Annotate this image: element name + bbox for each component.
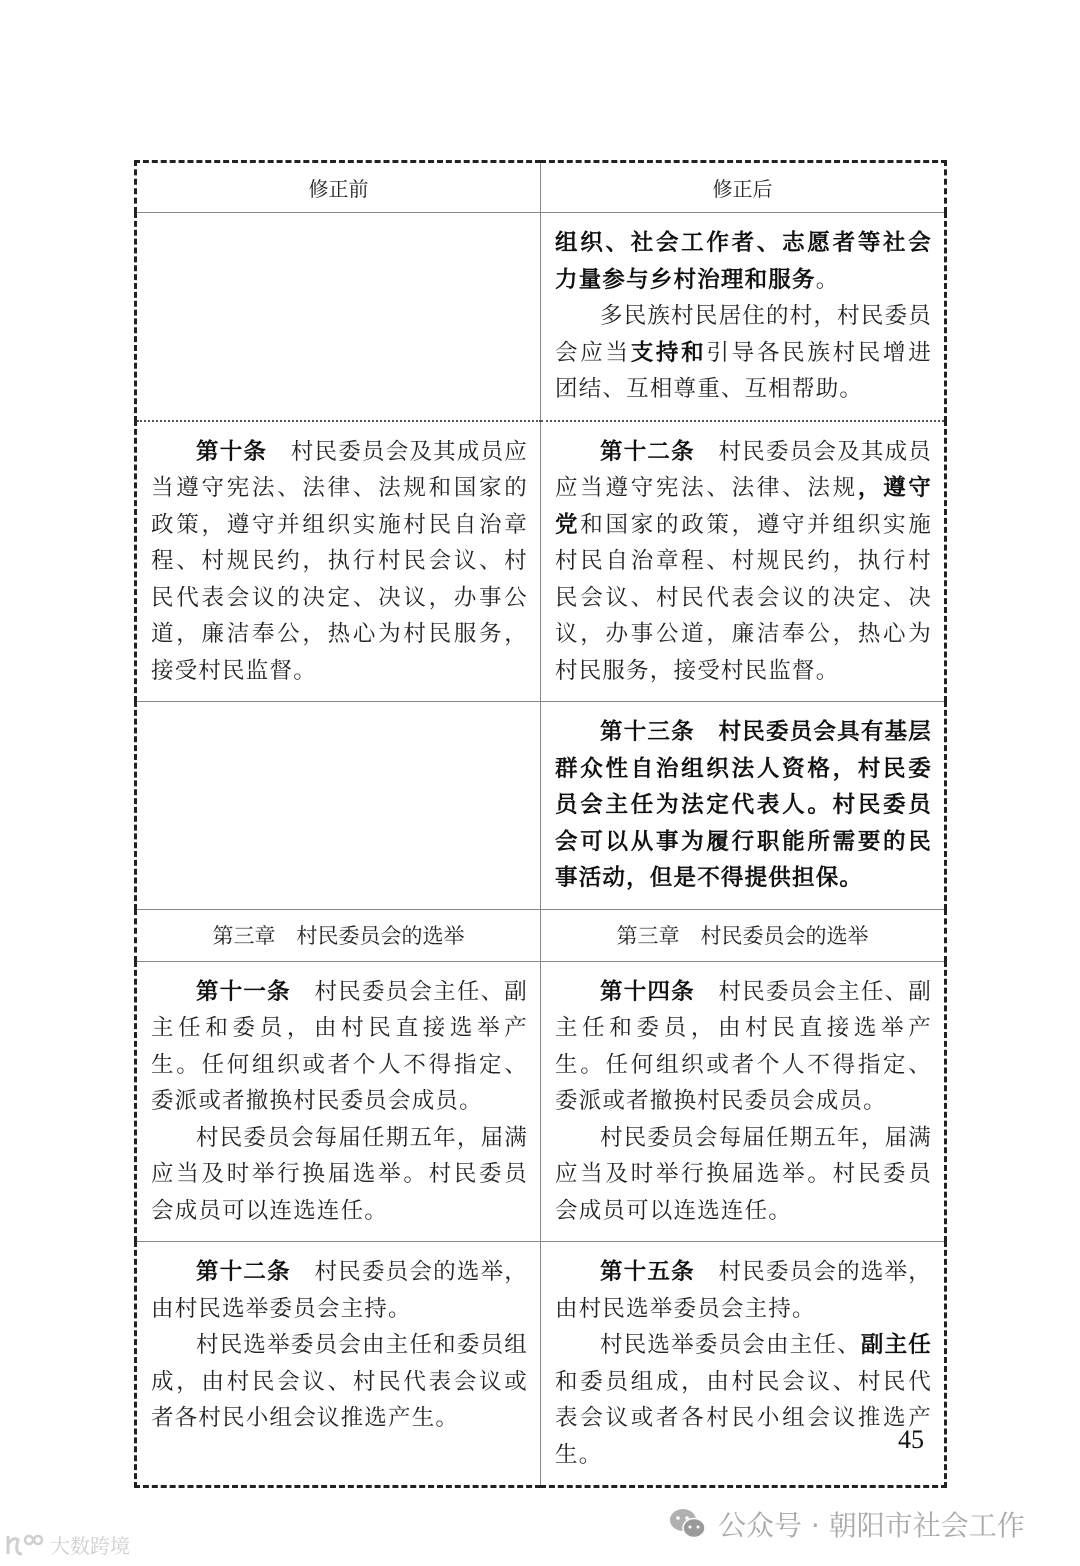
paragraph bbox=[555, 434, 932, 690]
text: 村民委员会的选举，由村民选举委员会主持。 bbox=[555, 1259, 932, 1322]
table-row bbox=[136, 1242, 946, 1487]
cell-before bbox=[137, 1242, 540, 1449]
wechat-icon bbox=[668, 1507, 708, 1541]
bold-text: 组织、社会工作者、志愿者等社会力量参与乡村治理和服务 bbox=[555, 230, 932, 293]
cell-after bbox=[541, 213, 944, 420]
bold-text: 支持和 bbox=[630, 339, 707, 366]
table-row bbox=[136, 421, 946, 702]
bold-text: 第十二条 bbox=[600, 438, 695, 465]
text: 村民委员会主任、副主任和委员，由村民直接选举产生。任何组织或者个人不得指定、委派或者撤换村民委员会成员。 bbox=[151, 978, 528, 1114]
cell-before bbox=[137, 962, 540, 1242]
bold-text: 第十条 bbox=[196, 438, 268, 465]
cell-after bbox=[541, 702, 944, 909]
paragraph bbox=[555, 225, 932, 298]
comparison-table bbox=[134, 160, 947, 1488]
watermark-logo bbox=[4, 1530, 130, 1559]
text: 和委员组成，由村民会议、村民代表会议或者各村民小组会议推选产生。 bbox=[555, 1368, 932, 1468]
text: 村民委员会及其成员应当遵守宪法、法律、法规 bbox=[555, 438, 932, 501]
text: 和国家的政策，遵守并组织实施村民自治章程、村规民约，执行村民会议、村民代表会议的决定、决议，办事公道，廉洁奉公，热心为村民服务，接受村民监督。 bbox=[555, 511, 933, 684]
bold-text: 副主任 bbox=[860, 1332, 932, 1358]
logo-icon bbox=[4, 1532, 44, 1558]
cell-after bbox=[541, 962, 944, 1242]
text: 多民族村民居住的村，村民委员会应当 bbox=[555, 303, 932, 366]
text: 村民委员会及其成员应当遵守宪法、法律、法规和国家的政策，遵守并组织实施村民自治章程、村规民约，执行村民会议、村民代表会议的决定、决议，办事公道，廉洁奉公，热心为村民服务，接受村民监督。 bbox=[151, 438, 529, 684]
paragraph bbox=[555, 974, 932, 1120]
text: 。 bbox=[815, 266, 840, 293]
header-before: 修正前 bbox=[136, 162, 541, 213]
cell-after bbox=[541, 422, 944, 702]
watermark-logo-text: 大数跨境 bbox=[50, 1534, 130, 1558]
table-header-row bbox=[136, 162, 946, 213]
paragraph bbox=[555, 1327, 932, 1473]
bold-text: 第十二条 bbox=[196, 1259, 291, 1285]
bold-text: 第十一条 bbox=[196, 978, 291, 1005]
paragraph bbox=[555, 1120, 932, 1230]
bold-text: 第十五条 bbox=[600, 1259, 695, 1285]
paragraph bbox=[555, 298, 932, 408]
table-row bbox=[136, 961, 946, 1242]
paragraph bbox=[151, 1120, 528, 1230]
header-after: 修正后 bbox=[541, 162, 946, 213]
bold-text: 第十三条 村民委员会具有基层群众性自治组织法人资格，村民委员会主任为法定代表人。村民委员会可以从事为履行职能所需要的民事活动，但是不得提供担保。 bbox=[555, 719, 932, 891]
cell-before bbox=[137, 213, 540, 237]
page-number: 45 bbox=[898, 1425, 924, 1454]
chapter-after: 第三章 村民委员会的选举 bbox=[541, 909, 946, 961]
cell-before bbox=[137, 702, 540, 726]
paragraph bbox=[151, 1254, 528, 1327]
bold-text: 第十四条 bbox=[600, 978, 695, 1005]
paragraph bbox=[151, 1327, 528, 1437]
table-row bbox=[136, 702, 946, 910]
paragraph bbox=[555, 714, 932, 897]
bold-text: ，遵守党 bbox=[555, 475, 932, 538]
paragraph bbox=[555, 1254, 932, 1327]
paragraph bbox=[151, 434, 528, 690]
text: 村民委员会每届任期五年，届满应当及时举行换届选举。村民委员会成员可以连选连任。 bbox=[151, 1124, 528, 1224]
cell-before bbox=[137, 422, 540, 702]
text: 村民委员会的选举，由村民选举委员会主持。 bbox=[151, 1259, 528, 1322]
text: 村民选举委员会由主任、 bbox=[600, 1332, 861, 1358]
watermark-wechat bbox=[668, 1504, 1025, 1544]
text: 村民委员会主任、副主任和委员，由村民直接选举产生。任何组织或者个人不得指定、委派或者撤换村民委员会成员。 bbox=[555, 978, 932, 1114]
table-row bbox=[136, 213, 946, 421]
paragraph bbox=[151, 974, 528, 1120]
text: 村民委员会每届任期五年，届满应当及时举行换届选举。村民委员会成员可以连选连任。 bbox=[555, 1124, 932, 1224]
chapter-heading-row bbox=[136, 909, 946, 961]
watermark-wechat-text: 公众号 · 朝阳市社会工作 bbox=[718, 1509, 1025, 1542]
text: 村民选举委员会由主任和委员组成，由村民会议、村民代表会议或者各村民小组会议推选产生。 bbox=[151, 1332, 528, 1431]
chapter-before: 第三章 村民委员会的选举 bbox=[136, 909, 541, 961]
text: 引导各民族村民增进团结、互相尊重、互相帮助。 bbox=[555, 339, 932, 402]
cell-after bbox=[541, 1242, 944, 1485]
